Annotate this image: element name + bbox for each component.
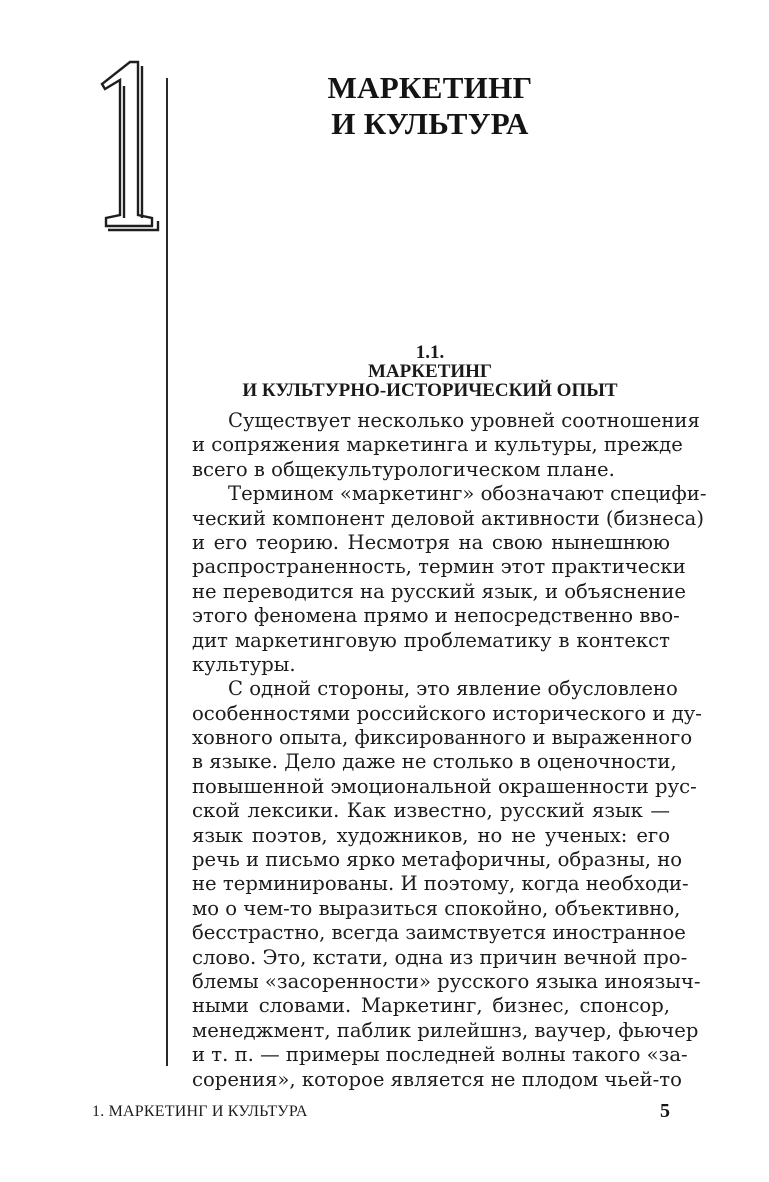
section-heading (190, 343, 670, 400)
chapter-title (190, 70, 670, 142)
text-line: Термином «маркетинг» обозначают специфи- (228, 482, 707, 506)
text-line: ными словами. Маркетинг, бизнес, спонсор, (192, 994, 670, 1018)
text-line: блемы «засоренности» русского языка иноязыч- (192, 969, 701, 993)
text-line: язык поэтов, художников, но не ученых: его (192, 823, 670, 847)
section-title-line-1: МАРКЕТИНГ (367, 361, 493, 382)
text-line: Существует несколько уровней соотношения (228, 409, 700, 432)
text-line: ческий компонент деловой активности (бизнеса) (192, 506, 705, 530)
text-line: и его теорию. Несмотря на свою нынешнюю (192, 530, 670, 554)
text-line: слово. Это, кстати, одна из причин вечной про- (192, 945, 688, 969)
text-line: С одной стороны, это явление обусловлено (228, 677, 678, 701)
section-title-line-2: И КУЛЬТУРНО-ИСТОРИЧЕСКИЙ ОПЫТ (242, 380, 618, 401)
text-line: бесстрастно, всегда заимствуется иностранное (192, 921, 686, 945)
text-line: речь и письмо ярко метафоричны, образны, но (192, 848, 683, 872)
text-line: дит маркетинговую проблематику в контекст (192, 628, 670, 652)
text-line: не терминированы. И поэтому, когда необходи- (192, 872, 689, 896)
chapter-title-line-2: И КУЛЬТУРА (331, 106, 529, 141)
running-footer: 1. МАРКЕТИНГ И КУЛЬТУРА (92, 1103, 308, 1120)
text-line: особенностями российского исторического и ду- (192, 701, 702, 725)
text-line: мо о чем-то выразиться спокойно, объективно, (192, 896, 681, 920)
text-line: и т. п. — примеры последней волны такого «за- (192, 1043, 688, 1067)
text-line: и сопряжения маркетинга и культуры, прежде (192, 433, 683, 457)
chapter-number (96, 58, 160, 234)
text-line: этого феномена прямо и непосредственно вво- (192, 604, 680, 628)
text-line: повышенной эмоциональной окрашенности рус- (192, 774, 697, 798)
text-line: всего в общекультурологическом плане. (192, 457, 615, 481)
chapter-number-glyph (96, 58, 160, 234)
chapter-title-line-1: МАРКЕТИНГ (327, 70, 533, 105)
page-number: 5 (660, 1100, 670, 1122)
text-line: ховного опыта, фиксированного и выраженного (192, 726, 693, 750)
section-number: 1.1. (415, 342, 445, 363)
text-line: не переводится на русский язык, и объяснение (192, 579, 687, 603)
text-line: менеджмент, паблик рилейшнз, ваучер, фьючер (192, 1018, 699, 1042)
text-line: ской лексики. Как известно, русский язык — (192, 799, 670, 823)
vertical-divider (166, 78, 168, 1066)
text-line: сорения», которое является не плодом чьей-то (192, 1067, 682, 1091)
text-line: в языке. Дело даже не столько в оценочности, (192, 750, 677, 774)
body-text (192, 409, 707, 1092)
text-line: распространенность, термин этот практически (192, 555, 686, 579)
text-line: культуры. (192, 652, 296, 676)
